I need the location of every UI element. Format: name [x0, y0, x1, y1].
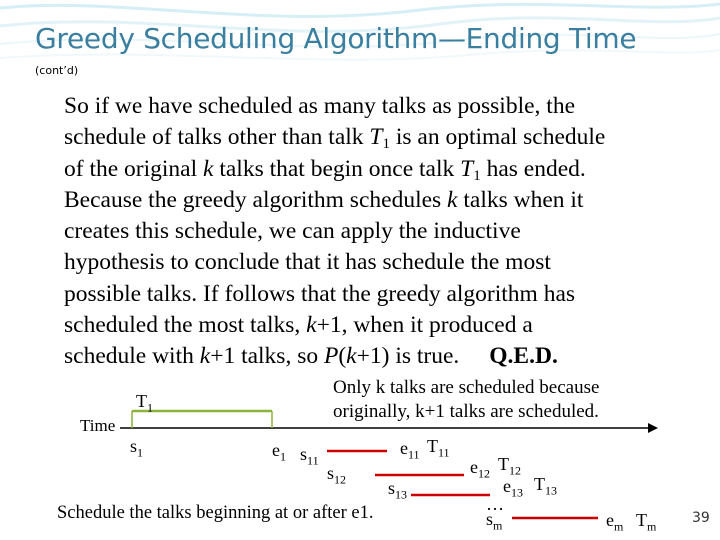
- slide-title: Greedy Scheduling Algorithm—Ending Time: [35, 22, 637, 55]
- label-sm: $s_m$: [486, 509, 503, 533]
- label-s1: $s_1$: [130, 436, 144, 460]
- time-axis-arrowhead: [648, 423, 658, 433]
- qed-mark: Q.E.D.: [489, 343, 558, 370]
- label-e11: $e_{11}$: [400, 438, 420, 462]
- diagram-caption: Schedule the talks beginning at or after e1.: [57, 503, 374, 523]
- slide-subtitle: (cont’d): [35, 64, 79, 77]
- body-line: creates this schedule, we can apply the inductive: [64, 218, 521, 245]
- body-line: scheduled the most talks, k+1, when it produced a: [64, 312, 533, 339]
- body-line: hypothesis to conclude that it has schedule the most: [64, 249, 551, 276]
- label-s11: $s_{11}$: [300, 444, 319, 468]
- page-number: 39: [692, 510, 710, 526]
- body-line: schedule with k+1 talks, so P(k+1) is true. Q.E.D.: [64, 343, 558, 370]
- body-line: of the original k talks that begin once talk $T_1$ has ended.: [64, 155, 586, 184]
- body-line: So if we have scheduled as many talks as possible, the: [64, 93, 576, 119]
- body-line: possible talks. If follows that the greedy algorithm has: [64, 280, 576, 307]
- label-T12: $T_{12}$: [498, 454, 521, 478]
- diagram-note: Only k talks are scheduled because originally, k+1 talks are scheduled.: [333, 377, 600, 422]
- label-em: $e_m$: [606, 510, 624, 534]
- label-T11: $T_{11}$: [427, 436, 450, 460]
- label-T13: $T_{13}$: [534, 474, 557, 498]
- body-line: Because the greedy algorithm schedules k talks when it: [64, 186, 584, 213]
- label-ellipsis: …: [486, 494, 504, 514]
- body-line: schedule of talks other than talk $T_1$ is an optimal schedule: [64, 124, 606, 153]
- label-t1: $T_1$: [136, 391, 153, 415]
- label-s13: $s_{13}$: [388, 478, 408, 502]
- label-e13: $e_{13}$: [503, 476, 523, 500]
- time-label: Time: [80, 416, 116, 435]
- label-e12: $e_{12}$: [470, 457, 490, 481]
- label-e1: $e_1$: [272, 440, 286, 464]
- label-s12: $s_{12}$: [327, 463, 347, 487]
- label-Tm: $T_m$: [636, 510, 657, 534]
